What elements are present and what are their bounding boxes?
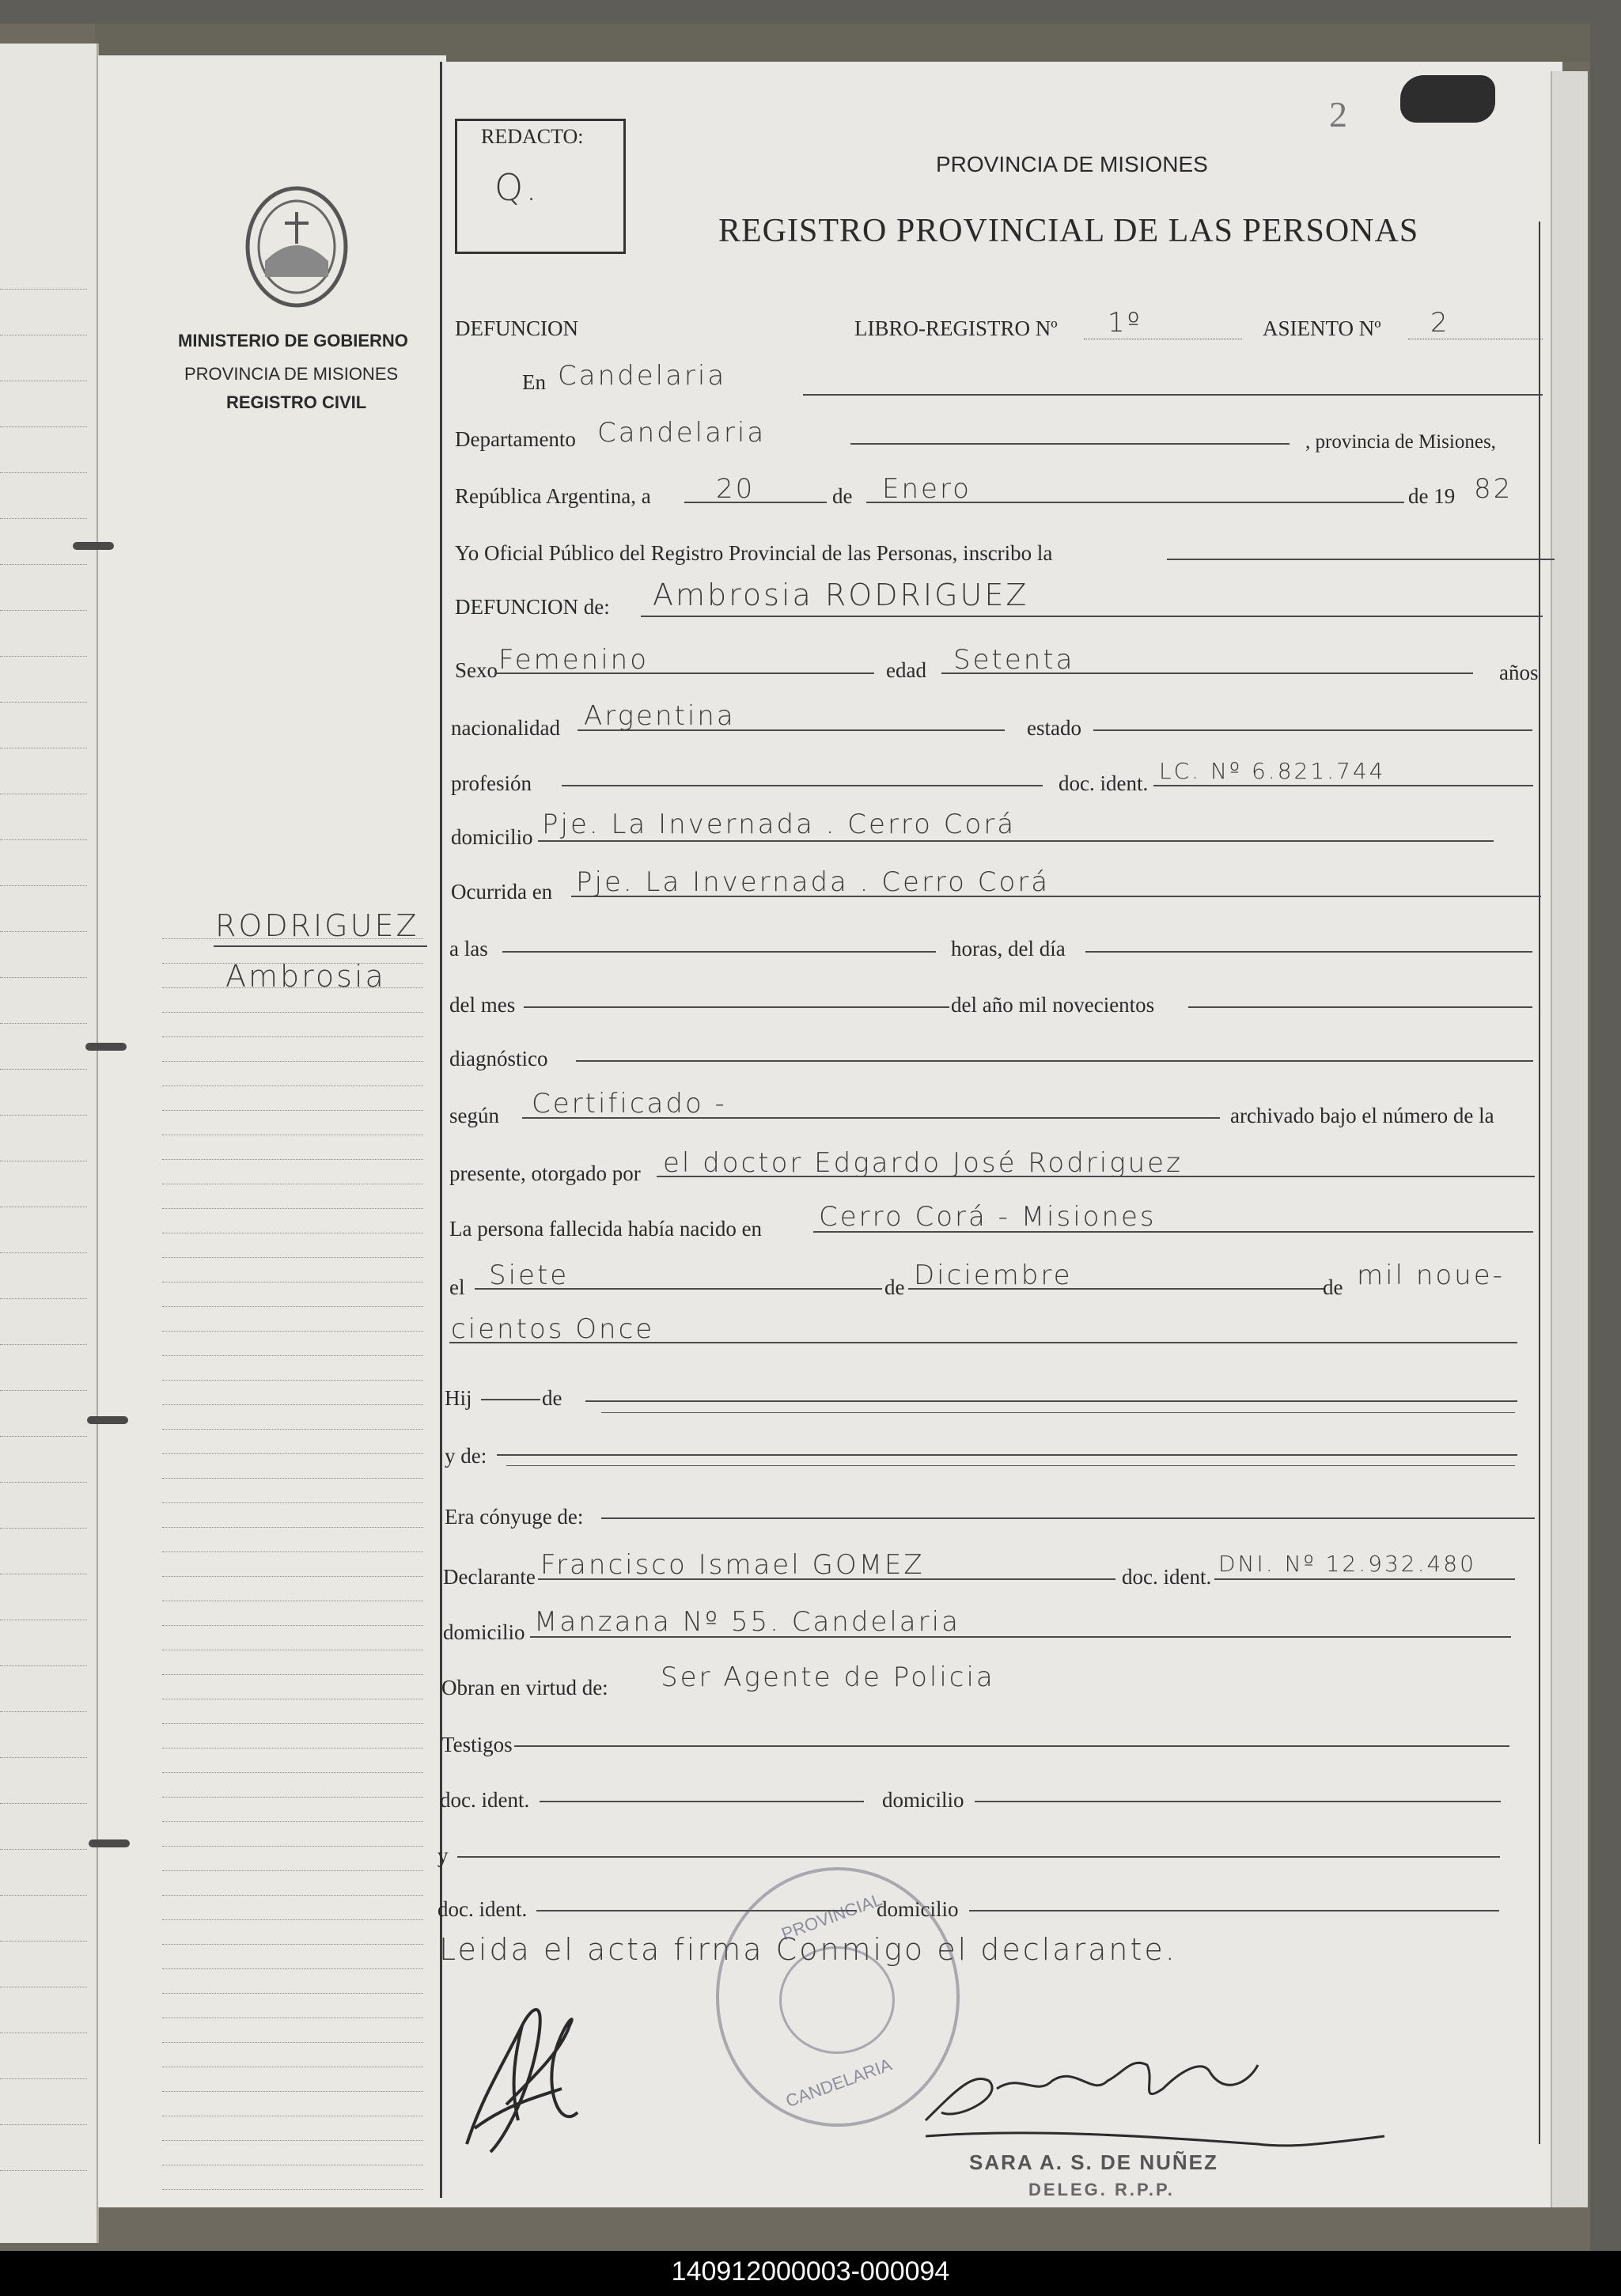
- stub-ruled-line: [162, 1625, 423, 1626]
- anos-label: años: [1499, 661, 1539, 684]
- conyuge-line: [601, 1517, 1535, 1519]
- segun-line: [522, 1117, 1220, 1119]
- stamp-text-top: PROVINCIAL: [778, 1889, 885, 1945]
- hij-de-line: [585, 1400, 1517, 1402]
- stub-ruled-line: [162, 1159, 423, 1160]
- stub-ruled-line: [162, 1257, 423, 1258]
- ink-blot: [1400, 75, 1495, 123]
- left-page-ruled-line: [0, 610, 87, 611]
- mes-value: Enero: [882, 473, 971, 505]
- stub-ruled-line: [162, 1527, 423, 1528]
- left-page-ruled-line: [0, 839, 87, 840]
- conyuge-label: Era cónyuge de:: [445, 1505, 584, 1529]
- nacido-line: [813, 1231, 1533, 1233]
- sexo-value: Femenino: [498, 644, 649, 676]
- stub-ruled-line: [162, 1846, 423, 1847]
- stub-ruled-line: [162, 1895, 423, 1896]
- en-value: Candelaria: [558, 360, 727, 392]
- stub-ruled-line: [162, 2140, 423, 2141]
- yo-oficial-label: Yo Oficial Público del Registro Provincial de las Personas, inscribo la: [455, 541, 1053, 565]
- margin-rule: [440, 62, 442, 2198]
- binding-stitch: [73, 542, 114, 550]
- testigo-doc-label: doc. ident.: [440, 1788, 530, 1812]
- left-page-ruled-line: [0, 2124, 87, 2125]
- testigo2-domicilio-line: [969, 1910, 1499, 1911]
- provincia-label: , provincia de Misiones,: [1305, 431, 1496, 453]
- left-page-ruled-line: [0, 518, 87, 519]
- del-ano-line: [1188, 1006, 1532, 1008]
- sexo-line: [494, 673, 874, 674]
- stub-ruled-line: [162, 1404, 423, 1405]
- ocurrida-line: [571, 896, 1541, 897]
- y-de-line2: [506, 1465, 1515, 1466]
- otorgado-line: [657, 1176, 1535, 1177]
- left-page-ruled-line: [0, 1436, 87, 1437]
- hij-line: [481, 1399, 540, 1400]
- doc-ident-line: [1153, 785, 1533, 786]
- stamp-text-bottom: CANDELARIA: [782, 2054, 895, 2112]
- nacido-value: Cerro Corá - Misiones: [819, 1201, 1157, 1233]
- ocurrida-label: Ocurrida en: [451, 880, 553, 904]
- departamento-line: [850, 443, 1290, 445]
- left-page-ruled-line: [0, 1711, 87, 1712]
- del-ano-label: del año mil novecientos: [951, 993, 1155, 1017]
- obran-label: Obran en virtud de:: [441, 1676, 608, 1699]
- testigo-domicilio-label: domicilio: [882, 1788, 964, 1812]
- nac-dia-value: Siete: [489, 1260, 570, 1291]
- archivado-label: archivado bajo el número de la: [1230, 1104, 1494, 1127]
- segun-value: Certificado -: [532, 1088, 727, 1120]
- diagnostico-label: diagnóstico: [449, 1047, 548, 1070]
- nac-mes-value: Diciembre: [914, 1260, 1073, 1291]
- y-de-line: [497, 1454, 1517, 1456]
- declarante-domicilio-label: domicilio: [443, 1620, 525, 1644]
- defuncion-de-label: DEFUNCION de:: [455, 595, 610, 619]
- segun-label: según: [449, 1104, 499, 1127]
- dia-line: [684, 502, 827, 503]
- left-page-ruled-line: [0, 1803, 87, 1804]
- horas-label: horas, del día: [951, 937, 1066, 960]
- misiones-seal-icon: [241, 182, 352, 313]
- stub-ruled-line: [162, 1576, 423, 1577]
- left-page-ruled-line: [0, 1344, 87, 1345]
- official-title: DELEG. R.P.P.: [1028, 2180, 1175, 2199]
- stub-ruled-line: [162, 1453, 423, 1454]
- declarante-doc-line: [1214, 1578, 1515, 1580]
- redacto-value: Q.: [494, 166, 540, 209]
- libro-value: 1º: [1108, 307, 1142, 339]
- left-page: [0, 44, 99, 2243]
- leida-text: Leida el acta firma Conmigo el declarante.: [439, 1932, 1177, 1967]
- stub-ruled-line: [162, 1772, 423, 1773]
- stub-given: Ambrosia: [225, 959, 386, 994]
- testigo2-doc-label: doc. ident.: [437, 1897, 528, 1921]
- stub-ruled-line: [162, 938, 423, 939]
- defuncion-label: DEFUNCION: [455, 316, 579, 340]
- right-rule: [1539, 222, 1540, 2144]
- hij-de-label: de: [542, 1386, 562, 1410]
- stub-name-line: [214, 945, 427, 947]
- stub-ruled-line: [162, 1919, 423, 1920]
- otorgado-value: el doctor Edgardo José Rodriguez: [663, 1147, 1183, 1179]
- nacido-label: La persona fallecida había nacido en: [449, 1217, 763, 1241]
- official-name: SARA A. S. DE NUÑEZ: [969, 2150, 1218, 2174]
- left-page-ruled-line: [0, 977, 87, 978]
- binding-stitch: [87, 1416, 128, 1424]
- testigo-domicilio-line: [975, 1801, 1501, 1802]
- stub-ruled-line: [162, 1821, 423, 1822]
- left-page-ruled-line: [0, 931, 87, 932]
- y-line: [457, 1856, 1500, 1858]
- domicilio-label: domicilio: [451, 825, 533, 849]
- left-page-ruled-line: [0, 1390, 87, 1391]
- stub-ruled-line: [162, 1331, 423, 1332]
- left-page-ruled-line: [0, 1252, 87, 1253]
- hij-label: Hij: [445, 1386, 472, 1410]
- stub-ruled-line: [162, 2042, 423, 2043]
- nac-mes-line: [908, 1288, 1324, 1290]
- nac-anio2-line: [449, 1342, 1517, 1343]
- nacionalidad-value: Argentina: [584, 700, 736, 732]
- left-page-ruled-line: [0, 426, 87, 427]
- presente-label: presente, otorgado por: [449, 1161, 641, 1185]
- nac-de2-label: de: [1323, 1275, 1343, 1299]
- ocurrida-value: Pje. La Invernada . Cerro Corá: [576, 866, 1051, 898]
- stub-ruled-line: [162, 2189, 423, 2190]
- stub-ruled-line: [162, 1968, 423, 1969]
- domicilio-line: [538, 840, 1494, 842]
- edad-value: Setenta: [953, 644, 1075, 676]
- ministry-line1: MINISTERIO DE GOBIERNO: [178, 331, 408, 350]
- del-mes-label: del mes: [449, 993, 516, 1017]
- diagnostico-line: [576, 1060, 1533, 1062]
- yo-oficial-line: [1167, 559, 1555, 560]
- testigo-doc-line: [540, 1801, 864, 1802]
- doc-ident-value: LC. Nº 6.821.744: [1159, 758, 1386, 784]
- asiento-value: 2: [1430, 307, 1450, 339]
- stub-ruled-line: [162, 1944, 423, 1945]
- nacionalidad-line: [578, 729, 1005, 731]
- en-label: En: [522, 370, 546, 394]
- left-page-ruled-line: [0, 1941, 87, 1942]
- declarante-value: Francisco Ismael GOMEZ: [540, 1549, 925, 1581]
- left-page-ruled-line: [0, 1023, 87, 1024]
- left-page-ruled-line: [0, 1665, 87, 1666]
- left-page-ruled-line: [0, 656, 87, 657]
- ministry-line3: REGISTRO CIVIL: [226, 392, 367, 412]
- departamento-label: Departamento: [455, 427, 576, 451]
- stub-ruled-line: [162, 1797, 423, 1798]
- official-stamp-inner: [779, 1946, 895, 2054]
- left-page-ruled-line: [0, 702, 87, 703]
- stub-ruled-line: [162, 1208, 423, 1209]
- declarante-domicilio-value: Manzana Nº 55. Candelaria: [534, 1606, 960, 1638]
- a-las-line: [502, 951, 936, 953]
- a-las-label: a las: [449, 937, 488, 960]
- left-page-ruled-line: [0, 2170, 87, 2171]
- nacionalidad-label: nacionalidad: [451, 716, 560, 740]
- declarante-doc-label: doc. ident.: [1122, 1565, 1212, 1589]
- stub-ruled-line: [162, 1306, 423, 1307]
- dia-value: 20: [716, 473, 756, 505]
- stub-ruled-line: [162, 1036, 423, 1037]
- domicilio-value: Pje. La Invernada . Cerro Corá: [542, 809, 1017, 840]
- left-page-ruled-line: [0, 1069, 87, 1070]
- stub-ruled-line: [162, 987, 423, 988]
- left-page-ruled-line: [0, 1298, 87, 1299]
- libro-label: LIBRO-REGISTRO Nº: [854, 316, 1058, 340]
- nac-anio1-value: mil noue-: [1357, 1260, 1505, 1291]
- left-page-ruled-line: [0, 1757, 87, 1758]
- stub-ruled-line: [162, 1380, 423, 1381]
- stub-ruled-line: [162, 1870, 423, 1871]
- left-page-ruled-line: [0, 1482, 87, 1483]
- stub-ruled-line: [162, 2091, 423, 2092]
- stub-ruled-line: [162, 1502, 423, 1503]
- declarante-domicilio-line: [530, 1636, 1511, 1638]
- left-page-ruled-line: [0, 1849, 87, 1850]
- nac-dia-line: [475, 1288, 882, 1290]
- stub-ruled-line: [162, 1355, 423, 1356]
- mes-line: [866, 502, 1404, 503]
- testigos-label: Testigos: [441, 1733, 513, 1756]
- declarante-label: Declarante: [443, 1565, 536, 1589]
- left-page-ruled-line: [0, 564, 87, 565]
- footer-id: 140912000003-000094: [671, 2256, 950, 2287]
- nac-anio2-value: cientos Once: [451, 1313, 655, 1345]
- testigos-line: [514, 1745, 1509, 1747]
- left-page-ruled-line: [0, 2078, 87, 2079]
- testigo2-domicilio-label: domicilio: [877, 1897, 959, 1921]
- declarante-doc-value: DNI. Nº 12.932.480: [1218, 1551, 1476, 1577]
- ministry-line2: PROVINCIA DE MISIONES: [184, 364, 399, 384]
- anio-value: 82: [1474, 473, 1513, 505]
- declarante-line: [538, 1578, 1115, 1580]
- header-registry: REGISTRO PROVINCIAL DE LAS PERSONAS: [718, 213, 1419, 249]
- left-page-ruled-line: [0, 289, 87, 290]
- stub-ruled-line: [162, 1110, 423, 1111]
- stub-ruled-line: [162, 1429, 423, 1430]
- left-page-ruled-line: [0, 885, 87, 886]
- del-mes-line: [524, 1006, 949, 1008]
- edad-label: edad: [886, 658, 926, 682]
- republica-label: República Argentina, a: [455, 484, 651, 508]
- left-page-ruled-line: [0, 1115, 87, 1116]
- stub-ruled-line: [162, 1674, 423, 1675]
- estado-label: estado: [1027, 716, 1081, 740]
- left-page-ruled-line: [0, 1895, 87, 1896]
- profesion-line: [562, 785, 1043, 786]
- y-de-label: y de:: [445, 1444, 487, 1468]
- nombre-line: [641, 616, 1543, 617]
- horas-line: [1085, 951, 1532, 953]
- doc-ident-label: doc. ident.: [1059, 771, 1149, 795]
- official-signature-icon: [910, 2025, 1400, 2160]
- stub-ruled-line: [162, 1282, 423, 1283]
- stub-ruled-line: [162, 1723, 423, 1724]
- redacto-label: REDACTO:: [481, 125, 584, 148]
- binding-stitch: [85, 1043, 127, 1051]
- stub-ruled-line: [162, 963, 423, 964]
- stub-ruled-line: [162, 1085, 423, 1086]
- declarant-signature-icon: [443, 1978, 593, 2168]
- sexo-label: Sexo: [455, 658, 498, 682]
- page-number: 2: [1329, 94, 1347, 135]
- de-label: de: [832, 484, 853, 508]
- nac-de1-label: de: [884, 1275, 905, 1299]
- stub-ruled-line: [162, 1061, 423, 1062]
- y-label: y: [437, 1843, 449, 1867]
- profesion-label: profesión: [451, 771, 532, 795]
- stub-ruled-line: [162, 1012, 423, 1013]
- departamento-value: Candelaria: [597, 417, 767, 449]
- stub-ruled-line: [162, 1478, 423, 1479]
- estado-line: [1093, 729, 1532, 731]
- el-label: el: [449, 1275, 465, 1299]
- asiento-label: ASIENTO Nº: [1263, 316, 1381, 340]
- stub-ruled-line: [162, 1993, 423, 1994]
- de19-label: de 19: [1408, 484, 1456, 508]
- header-province: PROVINCIA DE MISIONES: [936, 152, 1208, 176]
- binding-stitch: [89, 1839, 130, 1847]
- edad-line: [941, 673, 1473, 674]
- stub-surname: RODRIGUEZ: [215, 908, 419, 943]
- nombre-value: Ambrosia RODRIGUEZ: [653, 578, 1029, 612]
- stub-ruled-line: [162, 1748, 423, 1749]
- page-edge: [1551, 71, 1588, 2207]
- left-page-ruled-line: [0, 1528, 87, 1529]
- obran-value: Ser Agente de Policia: [661, 1661, 995, 1693]
- left-page-ruled-line: [0, 472, 87, 473]
- en-line: [803, 394, 1543, 396]
- hij-de-line2: [601, 1412, 1515, 1413]
